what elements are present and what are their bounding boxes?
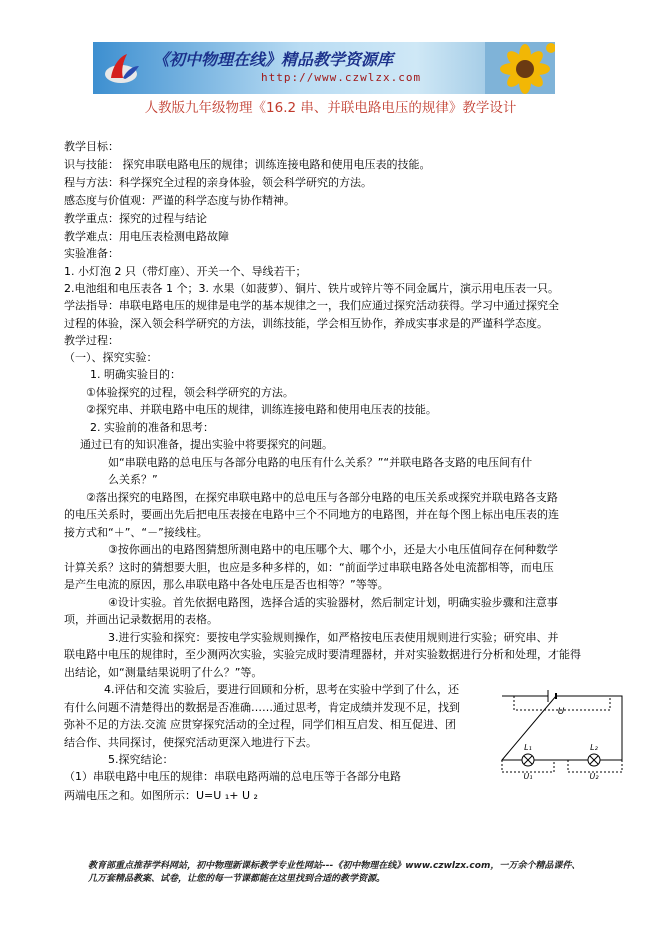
label-l1: L₁ bbox=[524, 743, 532, 752]
label-u: U bbox=[557, 707, 565, 717]
text-line: 弥补不足的方法.交流 应贯穿探究活动的全过程，同学们相互启发、相互促进、团 bbox=[64, 718, 456, 731]
text-line: 项，并画出记录数据用的表格。 bbox=[64, 613, 218, 626]
text-line: 识与技能： 探究串联电路电压的规律；训练连接电路和使用电压表的技能。 bbox=[64, 158, 431, 171]
text-line: 联电路中电压的规律时，至少测两次实验，实验完成时要清理器材，并对实验数据进行分析和处理，才能得 bbox=[64, 648, 581, 661]
site-banner[interactable] bbox=[93, 42, 555, 94]
text-line: 有什么问题不清楚得出的数据是否准确……通过思考，肯定成绩并发现不足，找到 bbox=[64, 701, 460, 714]
text-line: 通过已有的知识准备，提出实验中将要探究的问题。 bbox=[80, 438, 333, 451]
text-line: ②落出探究的电路图，在探究串联电路中的总电压与各部分电路的电压关系或探究并联电路各支路 bbox=[86, 491, 558, 504]
banner-url[interactable]: http://www.czwlzx.com bbox=[261, 71, 422, 84]
text-line: 学法指导：串联电路电压的规律是电学的基本规律之一，我们应通过探究活动获得。学习中通过探究全 bbox=[64, 299, 559, 312]
text-line: 2.电池组和电压表各 1 个；3. 水果（如菠萝）、铜片、铁片或锌片等不同金属片，演示用电压表一只。 bbox=[64, 282, 559, 295]
text-line: ①体验探究的过程，领会科学研究的方法。 bbox=[86, 386, 294, 399]
text-line: 的电压关系时，要画出先后把电压表接在电路中三个不同地方的电路图，并在每个图上标出电压表的连 bbox=[64, 508, 559, 521]
text-line: （一）、探究实验： bbox=[64, 351, 158, 364]
text-line: 两端电压之和。如图所示：U=U ₁+ U ₂ bbox=[64, 789, 258, 802]
text-line: 教学过程： bbox=[64, 334, 119, 347]
text-line: 1. 明确实验目的： bbox=[90, 368, 181, 381]
label-l2: L₂ bbox=[590, 743, 598, 752]
text-line: 教学目标： bbox=[64, 140, 119, 153]
text-line: 1. 小灯泡 2 只（带灯座）、开关一个、导线若干； bbox=[64, 265, 307, 278]
text-line: 接方式和“＋”、“－”接线柱。 bbox=[64, 526, 208, 539]
text-line: ③按你画出的电路图猜想所测电路中的电压哪个大、哪个小，还是大小电压值间存在何种数学 bbox=[108, 543, 558, 556]
text-line: 2. 实验前的准备和思考： bbox=[90, 421, 214, 434]
site-logo-icon bbox=[103, 48, 143, 88]
sunflower-image bbox=[485, 42, 555, 94]
text-line: 实验准备： bbox=[64, 247, 119, 260]
label-u1: U₁ bbox=[523, 772, 533, 780]
text-line: ②探究串、并联电路中电压的规律，训练连接电路和使用电压表的技能。 bbox=[86, 403, 437, 416]
text-line: 是产生电流的原因，那么串联电路中各处电压是否也相等？”等等。 bbox=[64, 578, 389, 591]
text-line: 4.评估和交流 实验后，要进行回顾和分析，思考在实验中学到了什么，还 bbox=[104, 683, 459, 696]
banner-title: 《初中物理在线》精品教学资源库 bbox=[153, 50, 394, 69]
text-line: 程与方法：科学探究全过程的亲身体验，领会科学研究的方法。 bbox=[64, 176, 372, 189]
document-title: 人教版九年级物理《16.2 串、并联电路电压的规律》教学设计 bbox=[144, 100, 517, 116]
text-line: 教学重点：探究的过程与结论 bbox=[64, 212, 207, 225]
text-line: 计算关系？这时的猜想要大胆，也应是多种多样的，如：“前面学过串联电路各处电流都相等，而电压 bbox=[64, 561, 554, 574]
text-line: 教学难点：用电压表检测电路故障 bbox=[64, 230, 229, 243]
text-line: 么关系？” bbox=[108, 473, 158, 486]
text-line: 结合作、共同探讨，使探究活动更深入地进行下去。 bbox=[64, 736, 317, 749]
text-line: （1）串联电路中电压的规律：串联电路两端的总电压等于各部分电路 bbox=[64, 770, 401, 783]
text-line: 过程的体验，深入领会科学研究的方法，训练技能，学会相互协作，养成实事求是的严谨科学态度。 bbox=[64, 317, 548, 330]
label-u2: U₂ bbox=[589, 772, 599, 780]
text-line: 如“串联电路的总电压与各部分电路的电压有什么关系？”“并联电路各支路的电压间有什 bbox=[108, 456, 533, 469]
text-line: 出结论，如“测量结果说明了什么？”等。 bbox=[64, 666, 263, 679]
text-line: ④设计实验。首先依据电路图，选择合适的实验器材，然后制定计划，明确实验步骤和注意事 bbox=[108, 596, 558, 609]
page-footer: 教育部重点推荐学科网站，初中物理新课标教学专业性网站---《初中物理在线》www.czwlzx.com，一万余个精品课件、几万套精品教案、试卷，让您的每一节课都能在这里找到合适的教学资源。 bbox=[88, 861, 581, 884]
text-line: 3.进行实验和探究：要按电学实验规则操作，如严格按电压表使用规则进行实验；研究串、并 bbox=[108, 631, 559, 644]
text-line: 5.探究结论： bbox=[108, 753, 174, 766]
text-line: 感态度与价值观：严谨的科学态度与协作精神。 bbox=[64, 194, 295, 207]
series-circuit-diagram bbox=[498, 684, 626, 780]
